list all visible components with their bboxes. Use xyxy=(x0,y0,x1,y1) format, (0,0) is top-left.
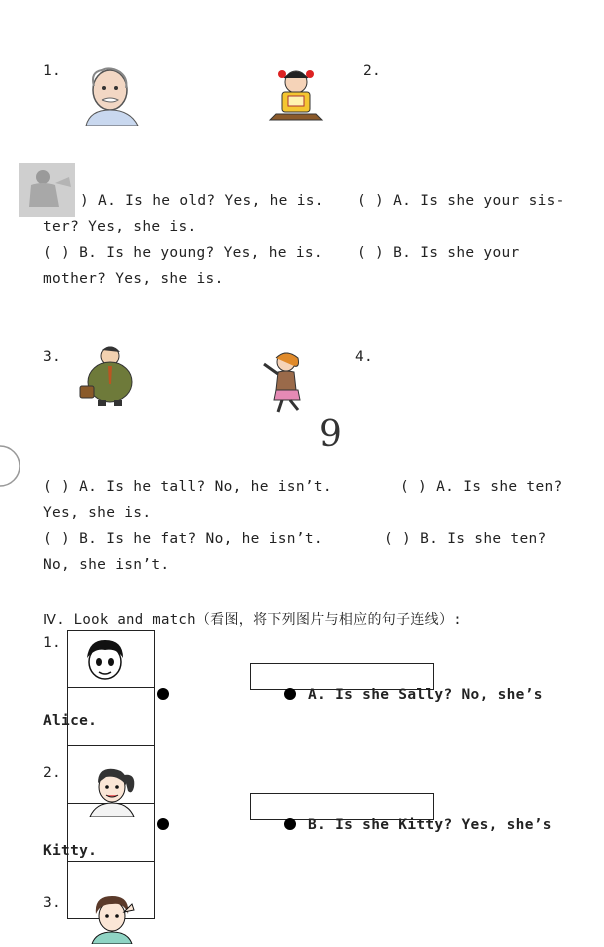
q2-option-a-line1: ( ) A. Is she your sis- xyxy=(357,193,565,209)
q2-option-a-line2: ter? Yes, she is. xyxy=(43,219,197,235)
answer-box-1[interactable] xyxy=(250,663,434,690)
woman-face-illustration xyxy=(84,765,144,817)
question-number-4: 4. xyxy=(355,349,374,365)
table-row-line xyxy=(67,861,155,862)
table-row-line xyxy=(67,630,155,631)
match-dot-right-b[interactable] xyxy=(284,818,296,830)
table-left-border xyxy=(67,630,68,918)
question-number-3: 3. xyxy=(43,349,62,365)
q4-option-a-line1: ( ) A. Is she ten? xyxy=(400,479,563,495)
sentence-a-line1: A. Is she Sally? No, she’s xyxy=(308,687,543,703)
q4-option-b-line2: No, she isn’t. xyxy=(43,557,170,573)
old-man-illustration xyxy=(80,64,144,126)
scroll-handle-arc xyxy=(0,444,20,488)
q4-option-b-line1: ( ) B. Is she ten? xyxy=(384,531,547,547)
thinking-woman-illustration xyxy=(84,892,140,944)
sentence-a-line2: Alice. xyxy=(43,713,98,729)
fat-man-illustration xyxy=(74,344,140,408)
question-number-2: 2. xyxy=(363,63,382,79)
match-dot-right-a[interactable] xyxy=(284,688,296,700)
q1-option-b: ( ) B. Is he young? Yes, he is. xyxy=(43,245,323,261)
match-item-number-1: 1. xyxy=(43,635,62,651)
section-iv-heading: Ⅳ. Look and match（看图，将下列图片与相应的句子连线）: xyxy=(43,612,463,628)
q2-option-b-line2: mother? Yes, she is. xyxy=(43,271,224,287)
answer-box-2[interactable] xyxy=(250,793,434,820)
girl-reading-illustration xyxy=(266,64,326,124)
boy-face-illustration xyxy=(79,636,131,682)
faded-figure-image xyxy=(19,163,75,217)
table-right-border xyxy=(154,630,155,918)
q3-option-a: ( ) A. Is he tall? No, he isn’t. xyxy=(43,479,332,495)
match-item-number-2: 2. xyxy=(43,765,62,781)
sentence-b-line1: B. Is she Kitty? Yes, she’s xyxy=(308,817,552,833)
question-number-1: 1. xyxy=(43,63,62,79)
table-row-line xyxy=(67,745,155,746)
sentence-b-line2: Kitty. xyxy=(43,843,98,859)
q1-option-a: ) A. Is he old? Yes, he is. xyxy=(80,193,324,209)
q3-option-b: ( ) B. Is he fat? No, he isn’t. xyxy=(43,531,323,547)
match-dot-left-1[interactable] xyxy=(157,688,169,700)
q2-option-b-line1: ( ) B. Is she your xyxy=(357,245,520,261)
q4-option-a-line2: Yes, she is. xyxy=(43,505,152,521)
page-number: 9 xyxy=(319,414,343,455)
match-item-number-3: 3. xyxy=(43,895,62,911)
table-row-line xyxy=(67,687,155,688)
running-girl-illustration xyxy=(258,348,316,414)
match-dot-left-2[interactable] xyxy=(157,818,169,830)
